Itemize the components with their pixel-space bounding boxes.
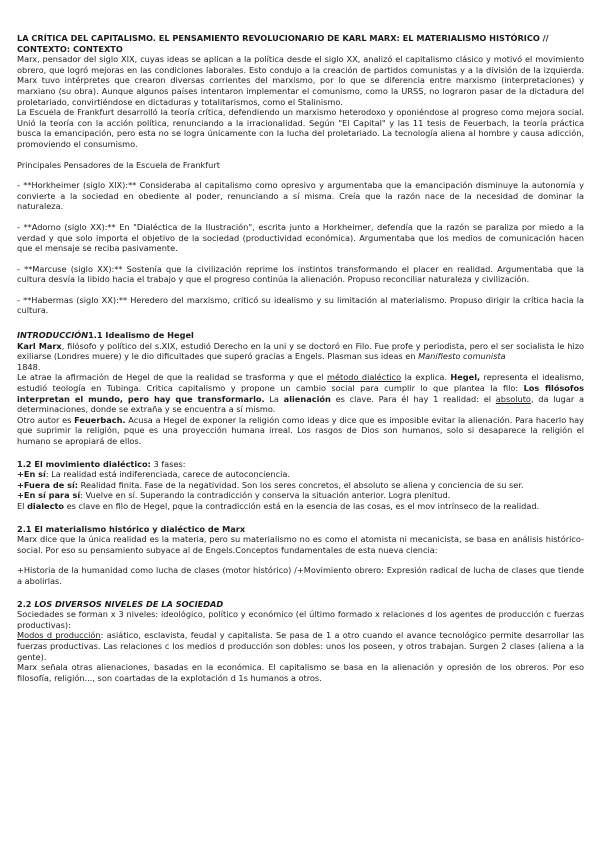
hegel-text-d: La (264, 393, 284, 404)
dialectic-method-term: método dialéctico (327, 372, 402, 383)
absolute-term: absoluto (495, 393, 531, 404)
section-2-2-heading-line (17, 599, 584, 610)
frankfurt-heading: Principales Pensadores de la Escuela de Frankfurt (17, 159, 220, 170)
hegel-paragraph (17, 372, 584, 414)
class-struggle-paragraph: +Historia de la humanidad como lucha de clases (motor histórico) /+Movimiento obrero: Expresión radical de lucha de clases que tiende a abolirlas. (17, 565, 584, 586)
dialectic-text-b: es clave en filo de Hegel, pque la contradicción está en la esencia de las cosas, es el mov intrínseco de la realidad. (64, 500, 540, 511)
production-modes-paragraph (17, 630, 584, 662)
philosophers-quote: Los filósofos interpretan el mundo, pero hay que transformarlo. (17, 383, 584, 404)
thinker-habermas: - **Habermas (siglo XX):** Heredero del marxismo, criticó su idealismo y su limitación al materialismo. Propuso dirigir la crítica hacia la cultura. (17, 294, 584, 316)
section-1-1-heading-line (17, 330, 584, 341)
hegel-text-b: la explica. (401, 372, 451, 383)
marx-name: Karl Marx (17, 340, 62, 351)
section-2-1-heading: 2.1 El materialismo histórico y dialéctico de Marx (17, 523, 246, 534)
marx-bio-paragraph (17, 341, 584, 362)
phase-3-label: +En sí para sí (17, 490, 81, 501)
manifesto-year: 1848. (17, 361, 41, 372)
marx-bio-text: , filósofo y político del s.XIX, estudió Derecho en la uni y se doctoró en Filo. Fue profe y periodista, pero el ser socialista le hizo exiliarse (Londres muere) y le dio dificultades que superó gracias a Engels. Plasman sus ideas en (17, 340, 584, 362)
phase-3-text: : Vuelve en sí. Superando la contradicción y conserva la situación anterior. Logra plenitud. (80, 490, 451, 501)
hegel-name: Hegel, (450, 372, 481, 383)
section-1-1-heading: 1.1 Idealismo de Hegel (88, 330, 194, 341)
production-modes-text: : asiático, esclavista, feudal y capitalista. Se pasa de 1 a otro cuando el avance tecnológico permite desarrollar las fuerzas productivas. Las relaciones c los medios d producción son dobles: unos los poseen, y otros trabajan. Surgen 2 clases (aliena a la gente). (17, 630, 585, 662)
section-1-2-heading: 1.2 El movimiento dialéctico: (17, 458, 151, 469)
thinker-marcuse: - **Marcuse (siglo XX):** Sostenía que la civilización reprime los instintos transformando el placer en realidad. Argumentaba que la cultura desvía la libido hacia el trabajo y que el progreso continúa la alienación. Propuso reconciliar naturaleza y civilización. (17, 263, 584, 285)
document-title: LA CRÍTICA DEL CAPITALISMO. EL PENSAMIENTO REVOLUCIONARIO DE KARL MARX: EL MATERIALISMO HISTÓRICO // CONTEXTO: CONTEXTO (17, 33, 549, 54)
phase-2-label: +Fuera de sí: (17, 479, 79, 490)
phase-2 (17, 480, 584, 491)
feuerbach-name: Feuerbach. (74, 414, 126, 425)
thinker-horkheimer: - **Horkheimer (siglo XIX):** Consideraba al capitalismo como opresivo y argumentaba que la emancipación disminuye la autonomía y convierte a la sociedad en obediente al poder, renunciando a sí misma. Creía que la razón nace de la necesidad de dominar la naturaleza. (17, 180, 584, 212)
hegel-text-c: representa el idealismo, estudió teología en Tubinga. Critica capitalismo y propone un cambio social para cumplir lo que plantea la filo: (17, 372, 584, 394)
phase-1-text: : La realidad está indiferenciada, carece de autoconciencia. (45, 469, 291, 480)
context-paragraph-1: Marx, pensador del siglo XIX, cuyas ideas se aplican a la política desde el siglo XX, analizó el capitalismo clásico y motivó el movimiento obrero, que logró mejoras en las condiciones laborales. Esto condujo a la creación de partidos comunistas y a la división de la izquierda. Marx tuvo intérpretes que crearon diversas corrientes del marxismo, por lo que se diferencia entre marxismo (interpretaciones) y marxiano (su obra). Aunque algunos países intentaron implementar el comunismo, como la URSS, no lograron pasar de la dictadura del proletariado, convirtiéndose en dictaduras y totalitarismos, como el Stalinismo. (17, 54, 584, 107)
phase-1 (17, 469, 584, 480)
section-2-2-heading: LOS DIVERSOS NIVELES DE LA SOCIEDAD (34, 598, 224, 609)
section-2-2-number: 2.2 (17, 598, 35, 609)
section-1-2-heading-line (17, 459, 584, 470)
hegel-text-f: , da lugar a determinaciones, donde se extraña y se encuentra a sí mismo. (17, 393, 585, 415)
intro-label: INTRODUCCIÓN (17, 330, 89, 341)
phase-3 (17, 490, 584, 501)
hegel-text-e: es clave. Para él hay 1 realidad: el (330, 393, 496, 404)
context-paragraph-2: La Escuela de Frankfurt desarrolló la teoría crítica, defendiendo un marxismo heterodoxo y oponiéndose al progreso como mejora social. Unió la teoría con la acción política, renunciando a la irracionalidad. Según "El Capital" y las 11 tesis de Feuerbach, la teoría práctica busca la emancipación, pero esta no se logra únicamente con la lucha del proletariado. La tecnología aliena al hombre y causa adicción, promoviendo el consumismo. (17, 107, 584, 149)
feuerbach-text-b: Acusa a Hegel de exponer la religión como ideas y dice que es imposible evitar la alienación. Para hacerlo hay que suprimir la religión, pque es una proyección humana irreal. Los rasgos de Dios son humanos, solo si desaparece la religión el humano se apropiará de ellos. (17, 414, 584, 446)
alienations-paragraph: Marx señala otras alienaciones, basadas en la económica. El capitalismo se basa en la alienación y opresión de los obreros. Por eso filosofía, religión..., son coartadas de la explotación d 1s humanos a otros. (17, 662, 584, 683)
feuerbach-text-a: Otro autor es (17, 414, 75, 425)
production-modes-term: Modos d producción (17, 630, 101, 641)
manifesto-title: Manifiesto comunista (418, 351, 506, 362)
phase-2-text: Realidad finita. Fase de la negatividad. Son los seres concretos, el absoluto se aliena y conciencia de su ser. (78, 479, 524, 490)
phase-1-label: +En sí (17, 469, 46, 480)
alienation-term: alienación (283, 393, 331, 404)
hegel-text-a: Le atrae la afirmación de Hegel de que la realidad se trasforma y que el (17, 372, 328, 383)
section-1-2-heading-tail: 3 fases: (150, 458, 186, 469)
thinker-adorno: - **Adorno (siglo XX):** En "Dialéctica de la Ilustración", escrita junto a Horkheimer, defendía que la razón se paraliza por miedo a la verdad y que solo importa el objetivo de la sociedad (productividad económica). Argumentaba que los medios de comunicación hacen que el mensaje se reciba pasivamente. (17, 221, 584, 254)
materialism-paragraph: Marx dice que la única realidad es la materia, pero su materialismo no es como el atomista ni mecanicista, se basa en análisis histórico-social. Por eso su pensamiento subyace al de Engels.Conceptos fundamentales de esta nueva ciencia: (17, 534, 584, 555)
feuerbach-paragraph (17, 415, 584, 447)
society-levels-paragraph: Sociedades se forman x 3 niveles: ideológico, político y económico (el último formado x relaciones d los agentes de producción c fuerzas productivas): (17, 609, 584, 630)
dialectic-term: dialecto (27, 500, 65, 511)
dialectic-paragraph (17, 501, 584, 512)
dialectic-text-a: El (17, 500, 28, 511)
